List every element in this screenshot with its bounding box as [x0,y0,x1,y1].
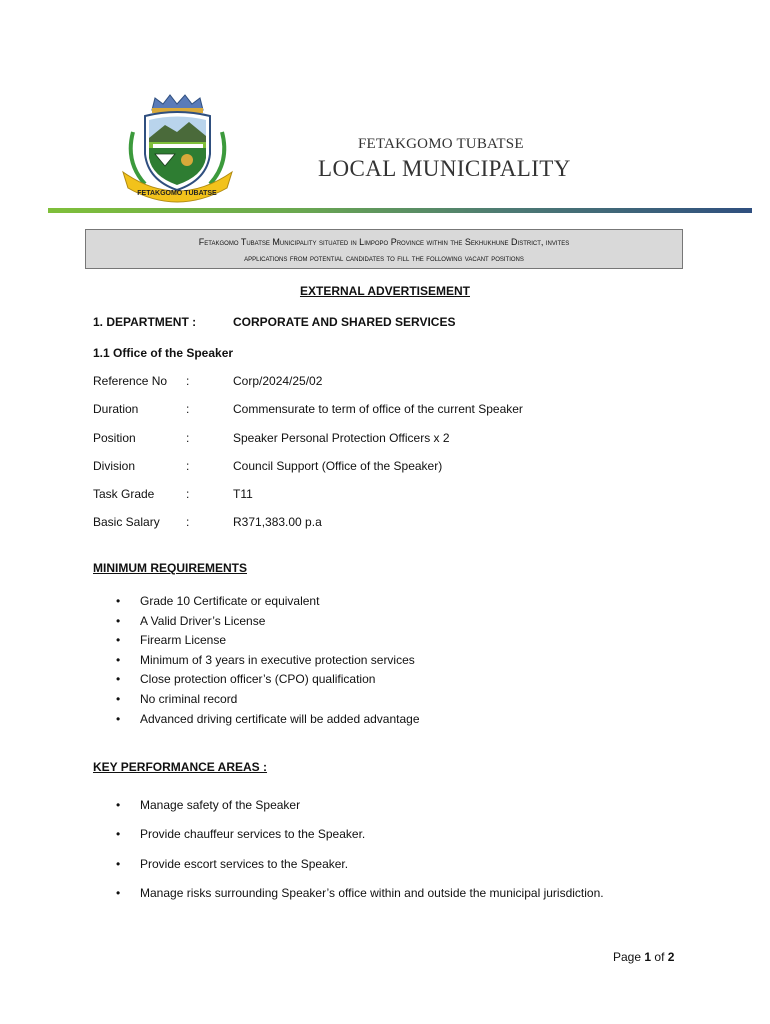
kpa-heading: KEY PERFORMANCE AREAS : [93,760,268,774]
list-item: • Grade 10 Certificate or equivalent [93,592,420,612]
detail-sep: : [186,515,190,529]
detail-key: Reference No [93,374,168,388]
detail-key: Position [93,431,136,445]
detail-row-reference [93,374,693,390]
municipality-title: LOCAL MUNICIPALITY [318,156,571,181]
department-label: 1. DEPARTMENT : [93,315,197,329]
office-heading: 1.1 Office of the Speaker [93,346,234,360]
detail-sep: : [186,487,190,501]
list-item: • Manage risks surrounding Speaker’s office within and outside the municipal jurisdiction. [93,879,604,908]
page-word: Page [613,950,642,964]
intro-line-2: applications from potential candidates to fill the following vacant positions [244,253,524,263]
min-requirements-heading: MINIMUM REQUIREMENTS [93,561,247,575]
municipality-name: FETAKGOMO TUBATSE [358,136,524,152]
list-item: • Close protection officer’s (CPO) qualification [93,670,420,690]
list-item: • Provide escort services to the Speaker. [93,850,604,879]
detail-sep: : [186,459,190,473]
detail-sep: : [186,431,190,445]
header-divider [48,208,752,213]
crown-icon [152,95,203,113]
detail-sep: : [186,402,190,416]
page-number [613,950,674,964]
detail-row-duration [93,402,693,418]
list-item: • No criminal record [93,690,420,710]
detail-row-division [93,459,693,475]
of-word: of [654,950,665,964]
detail-value: Speaker Personal Protection Officers x 2 [233,431,450,445]
detail-value: Corp/2024/25/02 [233,374,323,388]
page-total: 2 [667,950,675,964]
list-item: • Manage safety of the Speaker [93,791,604,820]
detail-value: R371,383.00 p.a [233,515,322,529]
shield-icon [145,112,210,190]
detail-key: Task Grade [93,487,155,501]
min-requirements-list [93,592,420,729]
detail-row-position [93,431,693,447]
detail-key: Duration [93,402,139,416]
detail-value: T11 [233,487,253,501]
detail-value: Council Support (Office of the Speaker) [233,459,443,473]
list-item: • Provide chauffeur services to the Speaker. [93,820,604,849]
list-item: • A Valid Driver’s License [93,612,420,632]
detail-row-salary [93,515,693,531]
list-item: • Advanced driving certificate will be added advantage [93,710,420,730]
detail-row-task-grade [93,487,693,503]
detail-value: Commensurate to term of office of the current Speaker [233,402,523,416]
intro-line-1: Fetakgomo Tubatse Municipality situated in Limpopo Province within the Sekhukhune District, invites [198,237,570,247]
list-item: • Firearm License [93,631,420,651]
kpa-list [93,791,604,908]
detail-key: Basic Salary [93,515,160,529]
advert-title: EXTERNAL ADVERTISEMENT [299,284,470,298]
detail-sep: : [186,374,190,388]
detail-key: Division [93,459,136,473]
municipality-logo [115,92,240,210]
page-current: 1 [644,950,652,964]
department-value: CORPORATE AND SHARED SERVICES [233,315,456,329]
logo-text: FETAKGOMO TUBATSE [137,190,217,197]
intro-box [85,229,683,269]
list-item: • Minimum of 3 years in executive protection services [93,651,420,671]
